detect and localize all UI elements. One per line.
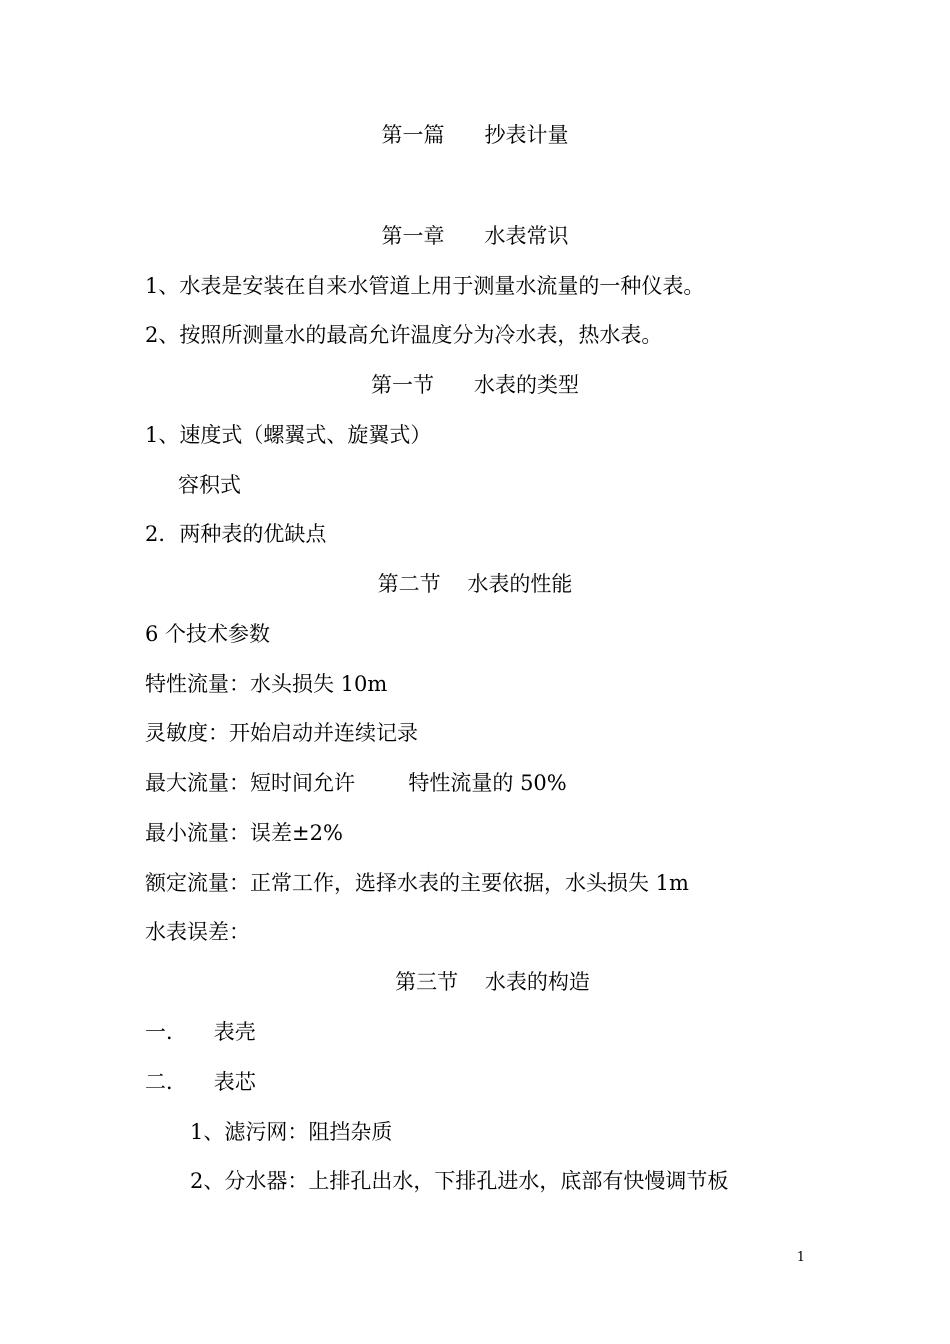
intro-line-2: 2、按照所测量水的最高允许温度分为冷水表，热水表。 bbox=[145, 323, 663, 347]
section-3-line-4: 2、分水器：上排孔出水，下排孔进水，底部有快慢调节板 bbox=[190, 1169, 729, 1193]
chapter-title: 第一章 水表常识 bbox=[381, 224, 569, 248]
section-2-line-1: 6 个技术参数 bbox=[145, 622, 271, 646]
section-3-line-1: 一． 表壳 bbox=[145, 1020, 256, 1044]
section-2-title: 第二节 水表的性能 bbox=[377, 572, 573, 596]
section-1-title: 第一节 水表的类型 bbox=[370, 373, 580, 397]
section-2-line-3: 灵敏度：开始启动并连续记录 bbox=[145, 721, 418, 745]
page-number: 1 bbox=[796, 1250, 805, 1265]
section-1-line-3: 2．两种表的优缺点 bbox=[145, 522, 327, 546]
section-2-line-7: 水表误差： bbox=[145, 920, 250, 944]
intro-line-1: 1、水表是安装在自来水管道上用于测量水流量的一种仪表。 bbox=[145, 274, 705, 298]
section-2-line-5: 最小流量：误差±2% bbox=[145, 821, 343, 845]
section-3-line-2: 二． 表芯 bbox=[145, 1070, 256, 1094]
section-1-line-2: 容积式 bbox=[178, 473, 241, 497]
section-3-title: 第三节 水表的构造 bbox=[395, 970, 590, 994]
section-3-line-3: 1、滤污网：阻挡杂质 bbox=[190, 1120, 393, 1144]
section-2-line-2: 特性流量：水头损失 10m bbox=[145, 672, 388, 696]
section-2-line-6: 额定流量：正常工作，选择水表的主要依据，水头损失 1m bbox=[145, 871, 689, 895]
part-title: 第一篇 抄表计量 bbox=[381, 123, 569, 147]
section-1-line-1: 1、速度式（螺翼式、旋翼式） bbox=[145, 423, 432, 447]
section-2-line-4: 最大流量：短时间允许 特性流量的 50% bbox=[145, 771, 567, 795]
